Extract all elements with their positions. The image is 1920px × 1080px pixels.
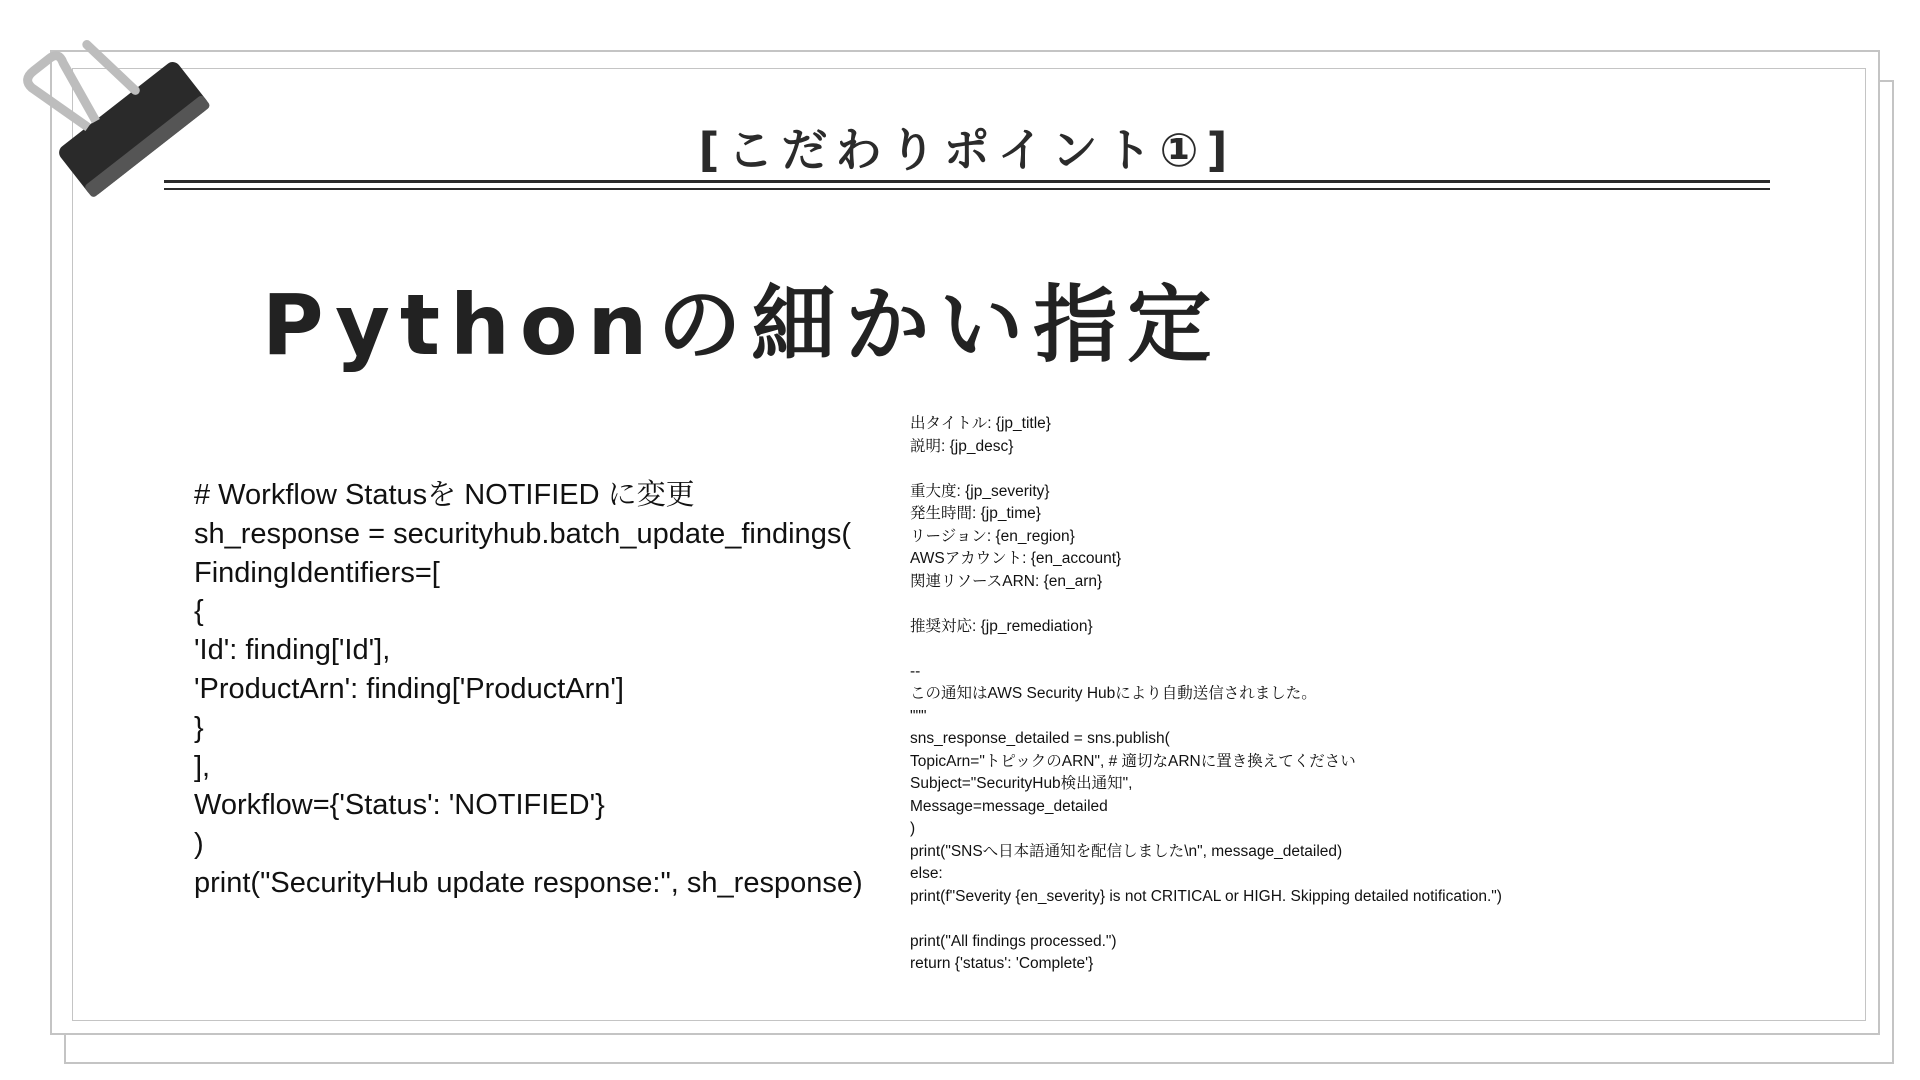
code-line: 重大度: {jp_severity}: [910, 482, 1050, 500]
code-line: print("All findings processed."): [910, 932, 1117, 950]
code-block-left: [194, 476, 894, 903]
section-header: [164, 120, 1770, 180]
code-line: print("SecurityHub update response:", sh_response): [194, 866, 863, 899]
code-line: [910, 593, 1810, 616]
code-line: return {'status': 'Complete'}: [910, 955, 1094, 972]
code-line: --: [910, 662, 921, 680]
code-block-right: [910, 413, 1810, 976]
code-line: TopicArn="トピックのARN", # 適切なARNに置き換えてください: [910, 752, 1356, 770]
code-line: Subject="SecurityHub検出通知",: [910, 775, 1133, 792]
code-line: sh_response = securityhub.batch_update_findings(: [194, 517, 851, 550]
code-line: sns_response_detailed = sns.publish(: [910, 730, 1170, 747]
code-line: ): [194, 828, 204, 861]
header-rule-bottom: [164, 188, 1770, 190]
code-line: AWSアカウント: {en_account}: [910, 550, 1122, 567]
code-line: 'Id': finding['Id'],: [194, 634, 391, 667]
code-line: Workflow={'Status': 'NOTIFIED'}: [194, 789, 605, 822]
header-rule-top: [164, 180, 1770, 183]
code-line: print(f"Severity {en_severity} is not CRITICAL or HIGH. Skipping detailed notification."): [910, 887, 1502, 905]
code-line: # Workflow Statusを NOTIFIED に変更: [194, 479, 695, 511]
code-line: リージョン: {en_region}: [910, 527, 1075, 545]
code-line: {: [194, 595, 204, 628]
section-title: [こだわりポイント①]: [698, 123, 1236, 177]
code-line: 関連リソースARN: {en_arn}: [910, 572, 1103, 590]
code-line: 'ProductArn': finding['ProductArn']: [194, 672, 624, 705]
code-line: ],: [194, 750, 211, 783]
code-line: else:: [910, 865, 943, 882]
code-line: [910, 638, 1810, 661]
code-line: FindingIdentifiers=[: [194, 556, 440, 589]
code-line: 推奨対応: {jp_remediation}: [910, 617, 1093, 635]
code-line: Message=message_detailed: [910, 797, 1108, 815]
page-title: Pythonの細かい指定: [262, 276, 1222, 374]
code-line: """: [910, 707, 927, 725]
code-line: 説明: {jp_desc}: [910, 437, 1014, 455]
code-line: 出タイトル: {jp_title}: [910, 415, 1051, 432]
code-line: [910, 908, 1810, 931]
code-line: print("SNSへ日本語通知を配信しました\n", message_detailed): [910, 842, 1343, 860]
code-line: 発生時間: {jp_time}: [910, 505, 1041, 522]
code-line: [910, 458, 1810, 481]
code-line: ): [910, 820, 916, 837]
code-line: この通知はAWS Security Hubにより自動送信されました。: [910, 685, 1317, 702]
code-line: }: [194, 711, 204, 744]
